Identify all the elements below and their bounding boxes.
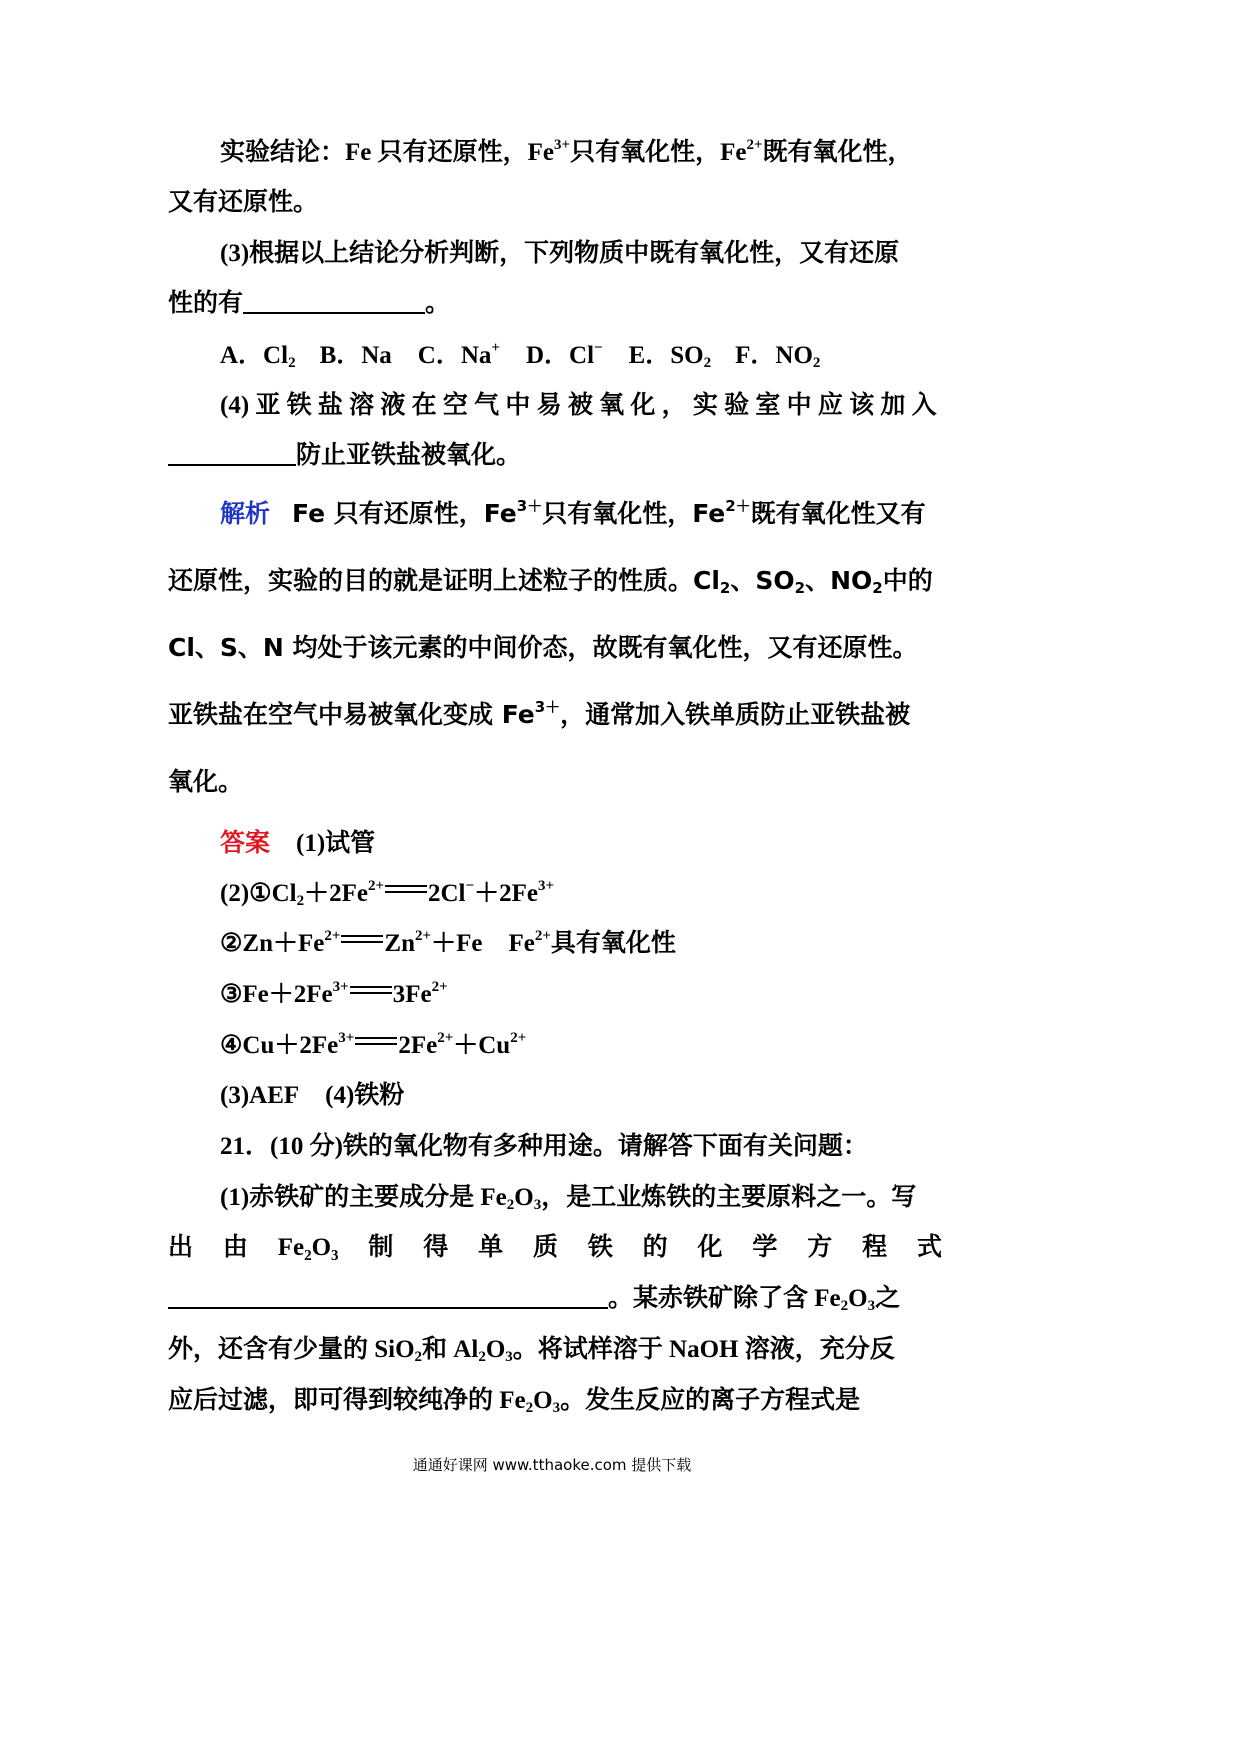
subscript: 3: [867, 1298, 876, 1314]
answer-blank[interactable]: [243, 290, 425, 314]
analysis-line-2: [168, 564, 942, 598]
superscript: +: [491, 340, 500, 356]
text: (4)铁粉: [325, 1082, 405, 1109]
option-f: [735, 342, 820, 369]
text: C．Na: [417, 342, 492, 369]
text: Fe: [508, 930, 535, 957]
answer-line-5: [220, 1029, 942, 1063]
equals-sign: [355, 1037, 397, 1045]
text: 式: [916, 1234, 942, 1261]
text: 2Cl: [428, 880, 466, 907]
text: 应后过滤，即可得到较纯净的 Fe: [168, 1387, 526, 1414]
superscript: 2+: [437, 1030, 454, 1046]
question-3-line-2: [168, 287, 942, 321]
text: 防止亚铁盐被氧化。: [296, 442, 522, 469]
text: 出: [168, 1234, 194, 1261]
superscript: 3＋: [516, 497, 543, 515]
text: F．NO: [735, 342, 813, 369]
text: 中的: [882, 566, 933, 595]
text: ③Fe＋2Fe: [220, 981, 333, 1008]
subscript: 2: [840, 1298, 849, 1314]
text: 学: [752, 1234, 778, 1261]
question-4-line-1: (4) 亚 铁 盐 溶 液 在 空 气 中 易 被 氧 化 ， 实 验 室 中 应 该 加 入: [220, 392, 937, 419]
answer-line-1: [220, 826, 942, 861]
text-fe3: Fe: [527, 139, 555, 166]
conclusion-line-2: 又有还原性。: [168, 189, 319, 216]
subscript: 2: [703, 355, 712, 371]
subscript: 2: [525, 1400, 534, 1416]
text: (1)赤铁矿的主要成分是 Fe: [220, 1184, 507, 1211]
text: 性的有: [168, 290, 244, 317]
answer-blank[interactable]: [168, 442, 296, 466]
text: 、NO: [805, 566, 873, 595]
text: ＋2Fe: [474, 880, 538, 907]
subscript: 2: [506, 1197, 515, 1213]
superscript: 3＋: [534, 698, 561, 716]
text: (3)AEF: [220, 1082, 300, 1109]
superscript: 3+: [554, 137, 571, 153]
text: 还原性，实验的目的就是证明上述粒子的性质。Cl: [168, 566, 720, 595]
text: (1)试管: [296, 830, 376, 857]
subscript: 2: [296, 893, 305, 909]
option-e: [629, 342, 712, 369]
analysis-line-5: 氧化。: [168, 767, 244, 796]
text: ＋2Fe: [304, 880, 368, 907]
equals-sign: [341, 935, 383, 943]
text: 3Fe: [392, 981, 432, 1008]
question-21-line-1: [220, 1181, 942, 1215]
text: 2Fe: [398, 1032, 438, 1059]
text: ，是工业炼铁的主要原料之一。写: [541, 1184, 917, 1211]
analysis-line-1: [220, 497, 942, 531]
text: Fe₂O₃: [277, 1234, 339, 1261]
page-footer: 通通好课网 www.tthaoke.com 提供下载: [412, 1456, 692, 1474]
superscript: 2+: [431, 979, 448, 995]
text-fe2: Fe: [720, 139, 747, 166]
subscript: 2: [812, 355, 821, 371]
text: 由: [222, 1234, 248, 1261]
conclusion-line-1: [220, 136, 942, 170]
text: 。将试样溶于 NaOH 溶液，充分反: [512, 1336, 895, 1363]
text: Zn: [384, 930, 416, 957]
text: ②Zn＋Fe: [220, 930, 325, 957]
superscript: −: [465, 878, 475, 894]
text: 单: [478, 1234, 504, 1261]
text: 只有氧化性，: [570, 139, 721, 166]
text: ，通常加入铁单质防止亚铁盐被: [560, 700, 911, 729]
text: Fe 只有还原性，Fe: [292, 499, 517, 528]
text: 。发生反应的离子方程式是: [560, 1387, 861, 1414]
question-4-line-2: [168, 439, 942, 473]
question-21-line-2: [168, 1231, 942, 1265]
text: O: [485, 1336, 506, 1363]
text: O: [533, 1387, 553, 1414]
text: (2)①Cl: [220, 880, 297, 907]
option-c: [418, 342, 500, 369]
answer-line-4: [220, 978, 942, 1012]
answer-line-6: [220, 1079, 942, 1113]
text: 方: [807, 1234, 833, 1261]
text: 质: [532, 1234, 558, 1261]
question-21-title: 21．(10 分)铁的氧化物有多种用途。请解答下面有关问题：: [220, 1133, 868, 1160]
subscript: 2: [478, 1349, 486, 1365]
text: 。某赤铁矿除了含 Fe: [608, 1285, 841, 1312]
text: 既有氧化性又有: [750, 499, 926, 528]
superscript: 2＋: [725, 497, 751, 515]
text: 程: [862, 1234, 888, 1261]
superscript: 2+: [510, 1030, 527, 1046]
question-21-line-3: [168, 1282, 942, 1316]
question-3-line-1: (3)根据以上结论分析判断，下列物质中既有氧化性，又有还原: [220, 240, 900, 267]
answer-line-3: [220, 927, 942, 961]
text: 。: [425, 290, 451, 317]
subscript: 2: [719, 579, 731, 597]
answer-blank[interactable]: [168, 1285, 608, 1309]
option-b: B．Na: [319, 342, 392, 369]
subscript: 2: [872, 579, 883, 597]
text: 既有氧化性，: [762, 139, 913, 166]
text: A．Cl: [220, 342, 289, 369]
text: 化: [697, 1234, 723, 1261]
text: 制: [368, 1234, 394, 1261]
text: 亚铁盐在空气中易被氧化变成 Fe: [168, 700, 535, 729]
answer-label: 答案: [220, 828, 271, 857]
subscript: 2: [288, 355, 296, 371]
subscript: 2: [414, 1349, 423, 1365]
subscript: 3: [505, 1349, 513, 1365]
text: ＋Fe: [431, 930, 483, 957]
option-a: [220, 342, 296, 369]
superscript: −: [594, 340, 603, 356]
superscript: 2+: [367, 878, 384, 894]
superscript: 2+: [324, 928, 341, 944]
text: E．SO: [628, 342, 704, 369]
conclusion-label: 实验结论：: [220, 139, 346, 166]
option-d: [526, 342, 603, 369]
analysis-line-3: Cl、S、N 均处于该元素的中间价态，故既有氧化性，又有还原性。: [168, 633, 918, 662]
text: 铁: [587, 1234, 613, 1261]
text: ＋Cu: [453, 1032, 511, 1059]
superscript: 3+: [537, 878, 554, 894]
options-line: [220, 339, 942, 373]
text: D．Cl: [525, 342, 595, 369]
subscript: 3: [552, 1400, 561, 1416]
answer-line-2: [220, 877, 942, 911]
subscript: 3: [533, 1197, 542, 1213]
question-21-line-4: [168, 1333, 942, 1367]
text: 只有还原性，: [371, 139, 528, 166]
analysis-label: 解析: [220, 499, 271, 528]
text: 之: [875, 1285, 901, 1312]
superscript: 3+: [332, 979, 349, 995]
text: 具有氧化性: [550, 930, 676, 957]
superscript: 2+: [534, 928, 551, 944]
question-21-line-5: [168, 1384, 942, 1418]
text: 得: [423, 1234, 449, 1261]
text: 只有氧化性，Fe: [542, 499, 726, 528]
text: 和 Al: [422, 1336, 479, 1363]
text: 、SO: [730, 566, 795, 595]
text: ④Cu＋2Fe: [220, 1032, 339, 1059]
superscript: 3+: [338, 1030, 355, 1046]
equals-sign: [385, 885, 427, 893]
equals-sign: [350, 986, 392, 994]
text: 的: [642, 1234, 668, 1261]
analysis-line-4: [168, 698, 942, 732]
subscript: 2: [794, 579, 806, 597]
superscript: 2+: [746, 137, 763, 153]
text: 外，还含有少量的 SiO: [168, 1336, 415, 1363]
superscript: 2+: [415, 928, 432, 944]
text-fe: Fe: [345, 139, 372, 166]
text: O: [848, 1285, 868, 1312]
text: O: [514, 1184, 534, 1211]
